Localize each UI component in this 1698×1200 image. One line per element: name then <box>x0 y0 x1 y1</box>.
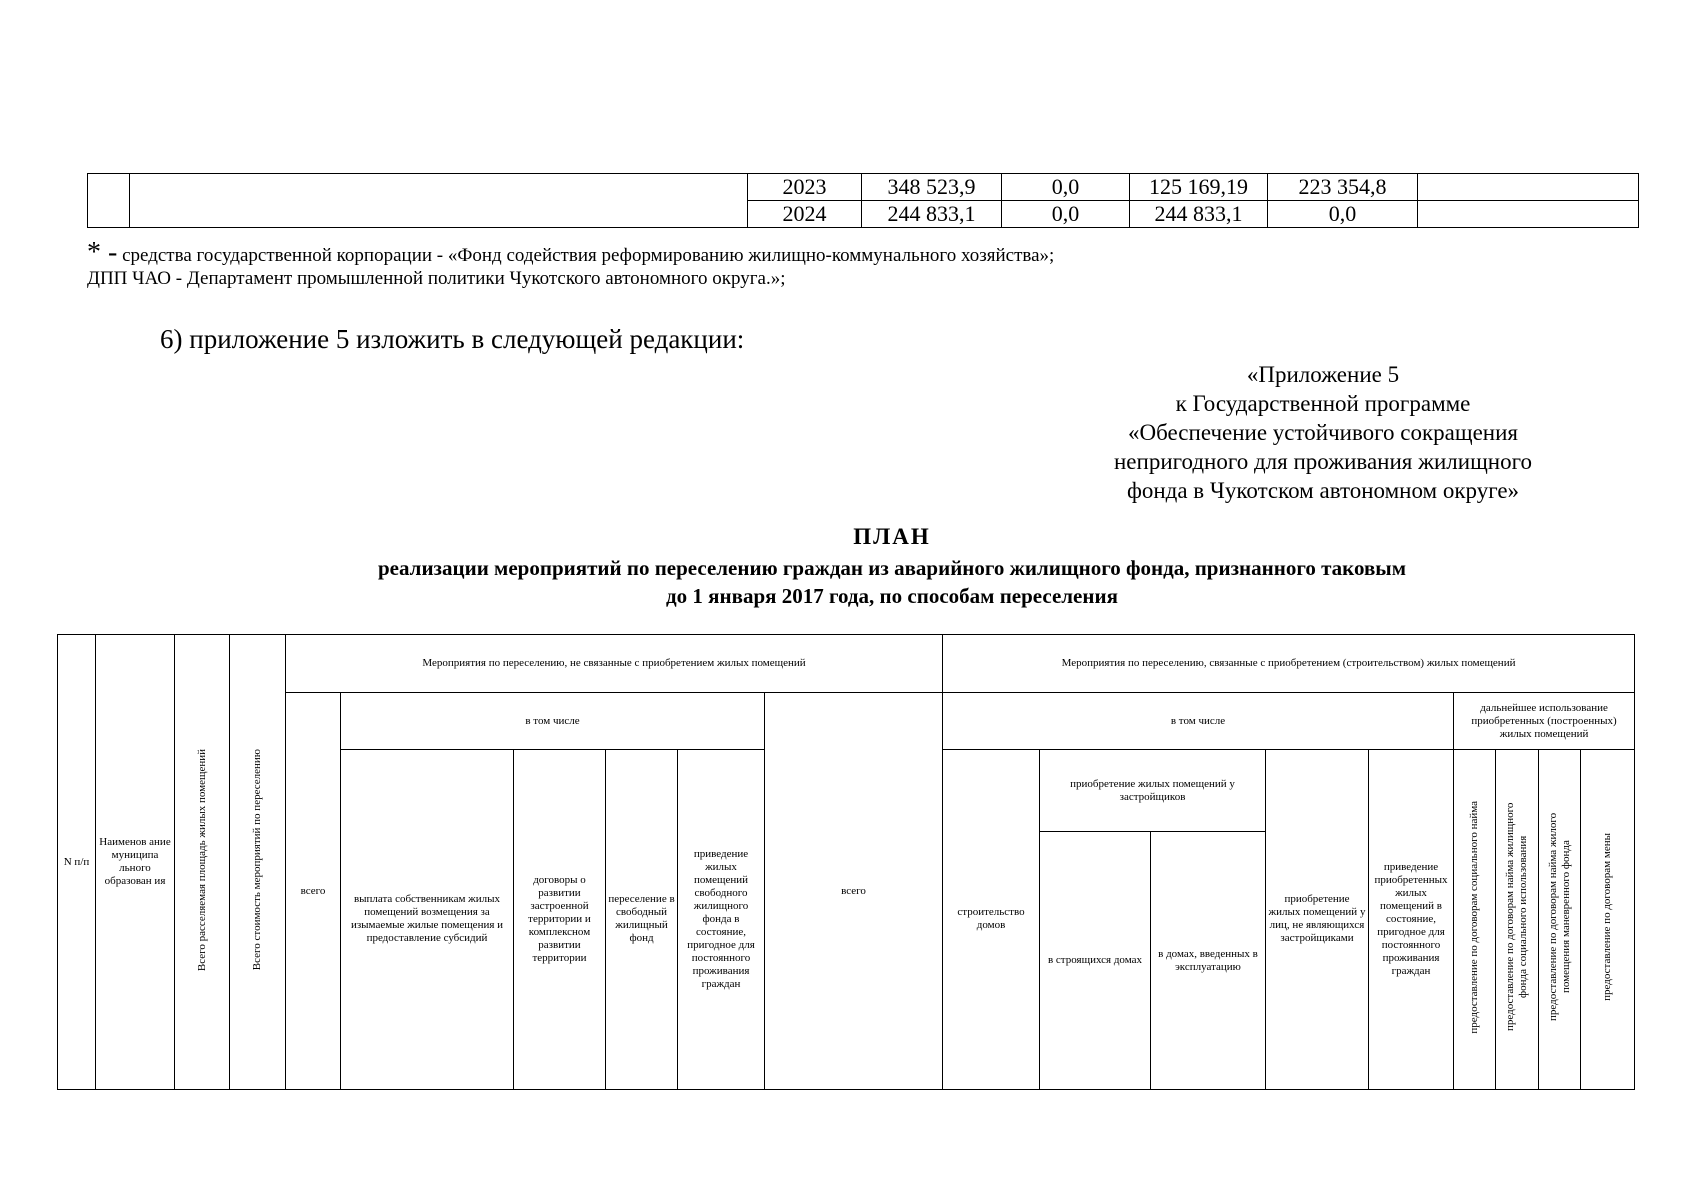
fund-cell: 0,0 <box>1002 174 1130 201</box>
header-total-a: всего <box>286 693 341 1090</box>
header-name: Наименов ание муниципа льного образован ия <box>96 635 175 1090</box>
appendix-heading: «Приложение 5 к Государственной программе «Обеспечение устойчивого сокращения непригодного для проживания жилищного фонда в Чукотском автономном округе» <box>1114 362 1532 503</box>
header-num: N п/п <box>58 635 96 1090</box>
table-row <box>58 693 1635 749</box>
local-cell: 223 354,8 <box>1268 174 1418 201</box>
header-build: строительство домов <box>943 749 1040 1089</box>
header-cost: Всего стоимость мероприятий по переселению <box>230 635 286 1090</box>
header-bring-acquired: приведение приобретенных жилых помещений в состояние, пригодное для постоянного проживания граждан <box>1369 749 1454 1089</box>
year-cell: 2023 <box>748 174 862 201</box>
header-including-b: в том числе <box>943 693 1454 749</box>
year-cell: 2024 <box>748 201 862 228</box>
header-bring-free-fund: приведение жилых помещений свободного жилищного фонда в состояние, пригодное для постоянного проживания граждан <box>678 749 765 1089</box>
fund-cell: 0,0 <box>1002 201 1130 228</box>
header-payment: выплата собственникам жилых помещений возмещения за изымаемые жилые помещения и предоставление субсидий <box>341 749 514 1089</box>
header-social-use: предоставление по договорам найма жилищного фонда социального использования <box>1496 749 1539 1089</box>
header-under-construction: в строящихся домах <box>1040 832 1151 1090</box>
footnote-star: * - средства государственной корпорации - «Фонд содействия реформированию жилищно-коммунального хозяйства»; <box>87 237 1055 268</box>
total-cell: 348 523,9 <box>862 174 1002 201</box>
regional-cell: 244 833,1 <box>1130 201 1268 228</box>
header-area: Всего расселяемая площадь жилых помещений <box>175 635 230 1090</box>
header-further-use: дальнейшее использование приобретенных (построенных) жилых помещений <box>1454 693 1635 749</box>
header-exchange: предоставление по договорам мены <box>1581 749 1635 1089</box>
table-row <box>88 174 1639 201</box>
total-cell: 244 833,1 <box>862 201 1002 228</box>
plan-subtitle-2: до 1 января 2017 года, по способам переселения <box>666 584 1118 608</box>
header-total-b: всего <box>765 693 943 1090</box>
header-acquisition: Мероприятия по переселению, связанные с приобретением (строительством) жилых помещений <box>943 635 1635 693</box>
financing-table <box>87 173 1639 228</box>
header-acq-non-developers: приобретение жилых помещений у лиц, не являющихся застройщиками <box>1266 749 1369 1089</box>
local-cell: 0,0 <box>1268 201 1418 228</box>
header-maneuver: предоставление по договорам найма жилого помещения маневренного фонда <box>1539 749 1581 1089</box>
header-free-fund: переселение в свободный жилищный фонд <box>606 749 678 1089</box>
other-cell <box>1418 174 1639 201</box>
footnote-dpp: ДПП ЧАО - Департамент промышленной политики Чукотского автономного округа.»; <box>87 268 786 289</box>
header-social: предоставление по договорам социального найма <box>1454 749 1496 1089</box>
plan-title: ПЛАН <box>853 524 931 549</box>
header-contracts: договоры о развитии застроенной территории и комплексном развитии территории <box>514 749 606 1089</box>
item-6-text: 6) приложение 5 изложить в следующей редакции: <box>160 324 745 354</box>
plan-table <box>57 634 1635 1090</box>
plan-subtitle-1: реализации мероприятий по переселению граждан из аварийного жилищного фонда, признанного таковым <box>377 556 1406 580</box>
table-row <box>58 635 1635 693</box>
other-cell <box>1418 201 1639 228</box>
regional-cell: 125 169,19 <box>1130 174 1268 201</box>
header-including-a: в том числе <box>341 693 765 749</box>
header-in-operation: в домах, введенных в эксплуатацию <box>1151 832 1266 1090</box>
header-not-acquisition: Мероприятия по переселению, не связанные с приобретением жилых помещений <box>286 635 943 693</box>
header-acq-developers: приобретение жилых помещений у застройщиков <box>1040 749 1266 832</box>
